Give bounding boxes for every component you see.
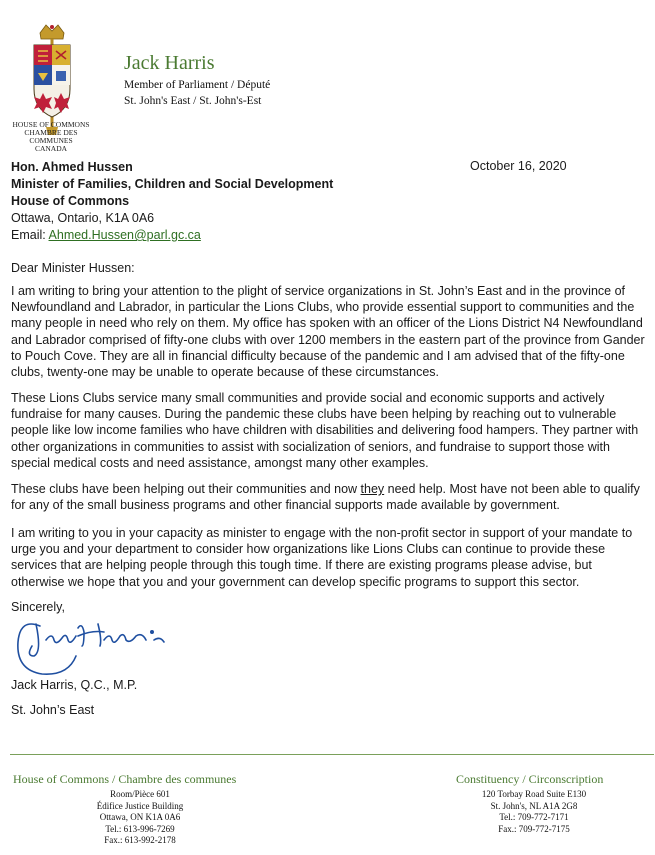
recipient-email-link[interactable]: Ahmed.Hussen@parl.gc.ca: [48, 228, 201, 242]
footer-left-heading: House of Commons / Chambre des communes: [13, 772, 237, 786]
closing: Sincerely,: [11, 600, 65, 614]
footer-left-address: [60, 789, 220, 847]
footer-left-line: Tel.: 613-996-7269: [105, 823, 175, 834]
recipient-title: Minister of Families, Children and Social Development: [11, 177, 334, 191]
salutation: Dear Minister Hussen:: [11, 261, 135, 275]
footer-right-line: Fax.: 709-772-7175: [498, 823, 570, 834]
footer-left-line: Fax.: 613-992-2178: [104, 835, 176, 845]
footer-right-address: [456, 789, 612, 835]
body-paragraph-2: These Lions Clubs service many small communities and provide social and economic supports and actively fundraise for many causes. During the pandemic these clubs have been helping by reaching out to vulnerable people like low income families who have children with disabilities and delivering food hampers. They partner with other organizations in communities to assist with socialization of seniors, and fundraise to support those with special medical costs and need assistance, amongst many other examples.: [11, 391, 639, 470]
email-label: Email:: [11, 228, 46, 242]
house-label-canada: CANADA: [34, 144, 68, 153]
house-of-commons-wordmark: [10, 121, 92, 153]
house-label-english: HOUSE OF COMMONS: [12, 120, 90, 129]
house-label-french: CHAMBRE DES COMMUNES: [24, 128, 78, 145]
footer-left-line: Ottawa, ON K1A 0A6: [99, 812, 181, 822]
recipient-email-line: [11, 227, 333, 244]
footer-left-line: Room/Pièce 601: [110, 789, 170, 799]
recipient-city: Ottawa, Ontario, K1A 0A6: [11, 211, 155, 225]
footer-divider: [10, 754, 654, 755]
footer-right-line: St. John's, NL A1A 2G8: [490, 800, 578, 811]
body-paragraph-4: I am writing to you in your capacity as minister to engage with the non-profit sector in support of your mandate to urge you and your department to consider how organizations like Lions Clubs can continue to provide these services that are helping people through this tough time. If there are existing programs please advise, but otherwise we hope that you and your government can develop specific programs to support this sector.: [11, 526, 633, 589]
signer-name: Jack Harris, Q.C., M.P.: [11, 678, 138, 692]
mp-title: Member of Parliament / Député: [124, 79, 271, 91]
mp-name: Jack Harris: [124, 52, 215, 74]
recipient-org: House of Commons: [11, 194, 130, 208]
footer-right-line: 120 Torbay Road Suite E130: [481, 789, 587, 799]
p3-emphasis: they: [360, 482, 385, 496]
footer-right-heading: Constituency / Circonscription: [456, 772, 604, 786]
p3-start: These clubs have been helping out their communities and now: [11, 482, 361, 496]
footer-left-line: Édifice Justice Building: [96, 800, 184, 811]
handwritten-signature: [12, 612, 172, 682]
mp-riding: St. John's East / St. John's-Est: [124, 95, 262, 107]
body-paragraph-3: [11, 481, 647, 513]
letter-date: October 16, 2020: [470, 159, 567, 173]
p3-end: need help. Most have not been able to qualify for any of the small business programs and other financial supports made available by government.: [11, 482, 640, 513]
recipient-block: [11, 159, 333, 244]
signer-riding: St. John’s East: [11, 703, 95, 717]
recipient-name: Hon. Ahmed Hussen: [11, 160, 133, 174]
body-paragraph-1: I am writing to bring your attention to the plight of service organizations in St. John’s East and in the province of Newfoundland and Labrador, in particular the Lions Clubs, who provide essential support to communities and the many people in need who rely on them. My office has spoken with an officer of the Lions District N4 Newfoundland and Labrador comprised of fifty-one clubs with over 1200 members in the eastern part of the province from Gander to Pouch Cove. They are all in financial difficulty because of the pandemic and I am advised that of the fifty-one clubs, twenty-one may be unable to operate because of these circumstances.: [11, 284, 645, 380]
footer-right-line: Tel.: 709-772-7171: [499, 812, 569, 822]
